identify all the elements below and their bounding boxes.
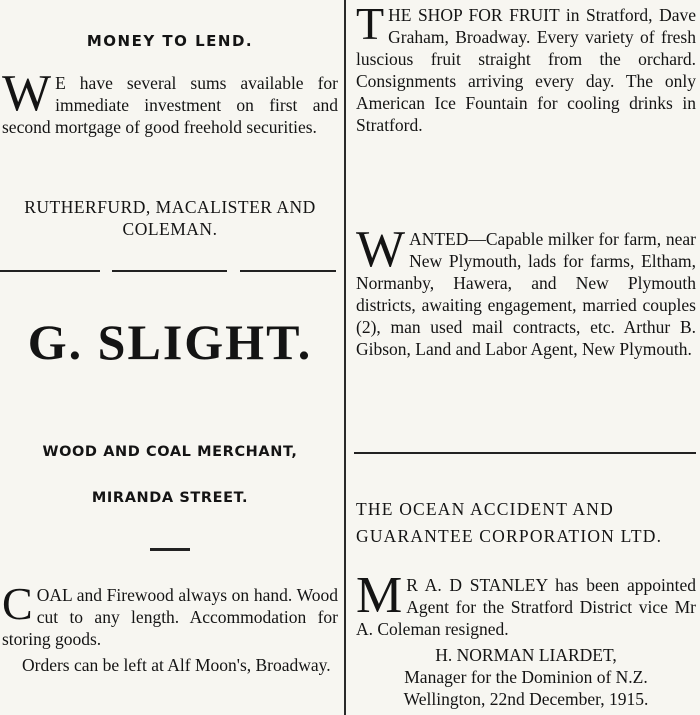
wanted-text: ANTED—Capable milker for farm, near New Plymouth, lads for farms, Eltham, Normanby, Hawera, and New Plymouth districts, awaiting engagement, married couples (2), man used mail contracts, etc. Arthur B. Gibson, Land and Labor Agent, New Plymouth. — [356, 229, 696, 359]
right-rule-1 — [354, 452, 696, 454]
money-text: E have several sums available for immediate investment on first and second mortgage of good freehold securities. — [2, 73, 338, 137]
slight-text: OAL and Firewood always on hand. Wood cut to any length. Accommodation for storing goods. — [2, 585, 338, 649]
slight-short-rule — [150, 548, 190, 551]
ocean-heading — [356, 496, 696, 550]
left-rule-1c — [240, 270, 336, 272]
ocean-title: Manager for the Dominion of N.Z. — [404, 667, 648, 687]
money-body — [2, 65, 338, 138]
right-column — [352, 0, 700, 715]
slight-address: MIRANDA STREET. — [91, 490, 249, 506]
ocean-heading-line2: GUARANTEE CORPORATION LTD. — [356, 526, 663, 546]
money-signature-line1: RUTHERFURD, MACALISTER AND — [24, 197, 316, 217]
left-column — [0, 0, 340, 715]
ocean-text: R A. D STANLEY has been appointed Agent for the Stratford District vice Mr A. Coleman resigned. — [356, 575, 696, 639]
money-signature — [0, 196, 340, 240]
fruit-body — [356, 0, 696, 136]
ocean-signer: H. NORMAN LIARDET, — [435, 645, 617, 665]
slight-name: G. SLIGHT. — [27, 314, 313, 370]
fruit-text: HE SHOP FOR FRUIT in Stratford, Dave Graham, Broadway. Every variety of fresh luscious fruit straight from the orchard. Consignments arriving every day. The only American Ice Fountain for cooling drinks in Stratford. — [356, 5, 696, 135]
ocean-body — [356, 567, 696, 640]
slight-orders: Orders can be left at Alf Moon's, Broadway. — [22, 655, 331, 675]
ocean-heading-line1: THE OCEAN ACCIDENT AND — [356, 499, 614, 519]
wanted-body — [356, 221, 696, 360]
ocean-footer — [356, 644, 696, 710]
ocean-place-date: Wellington, 22nd December, 1915. — [403, 689, 649, 709]
left-rule-1b — [112, 270, 227, 272]
ocean-dropcap: M — [356, 567, 403, 624]
money-signature-line2: COLEMAN. — [122, 219, 218, 239]
fruit-dropcap: T — [356, 0, 385, 49]
money-heading: MONEY TO LEND. — [86, 32, 254, 50]
slight-body — [2, 578, 338, 650]
column-divider — [344, 0, 346, 715]
slight-dropcap: C — [2, 578, 33, 629]
money-dropcap: W — [2, 65, 52, 122]
slight-trade: WOOD AND COAL MERCHANT, — [42, 444, 298, 460]
wanted-dropcap: W — [356, 221, 406, 278]
left-rule-1 — [0, 270, 100, 272]
